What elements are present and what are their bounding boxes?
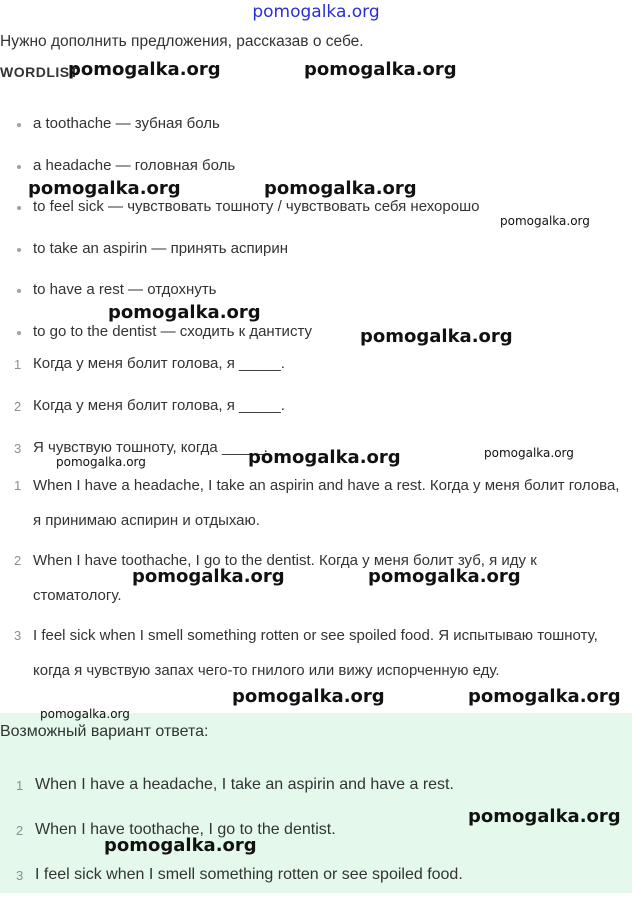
site-header-logo[interactable]: pomogalka.org — [252, 2, 380, 22]
answer-text: When I have a headache, I take an aspirin and have a rest. Когда у меня болит голова, я принимаю аспирин и отдыхаю. — [33, 477, 620, 529]
answer-text: I feel sick when I smell something rotten or see spoiled food. Я испытываю тошноту, когда я чувствую запах чего-то гнилого или вижу испорченную еду. — [33, 627, 598, 679]
intro-text: Нужно дополнить предложения, рассказав о себе. — [0, 33, 364, 50]
possible-answer-item — [0, 773, 463, 818]
wordlist-item: to have a rest — отдохнуть — [16, 278, 479, 320]
wordlist — [16, 112, 479, 362]
watermark: pomogalka.org — [468, 806, 621, 827]
question-item — [0, 352, 285, 394]
answers-list — [0, 468, 622, 693]
wordlist-item: to go to the dentist — сходить к дантисту — [16, 320, 479, 362]
wordlist-item: a headache — головная боль — [16, 154, 479, 196]
watermark: pomogalka.org — [104, 835, 257, 856]
possible-answer-text: When I have a headache, I take an aspirin and have a rest. — [35, 776, 454, 793]
watermark: pomogalka.org — [500, 214, 590, 228]
item-number: 3 — [14, 628, 22, 643]
question-text: Когда у меня болит голова, я _____. — [33, 355, 285, 372]
possible-answer-item — [0, 863, 463, 908]
answer-item — [0, 543, 622, 613]
possible-answer-text: When I have toothache, I go to the dentist. — [35, 821, 336, 838]
item-number: 2 — [14, 399, 22, 414]
item-number: 3 — [14, 441, 22, 456]
wordlist-title: WORDLIST — [0, 64, 79, 80]
possible-answer-title: Возможный вариант ответа: — [0, 723, 209, 740]
question-item — [0, 394, 285, 436]
watermark: pomogalka.org — [368, 566, 521, 587]
possible-answer-box — [0, 713, 632, 893]
watermark: pomogalka.org — [484, 446, 574, 460]
answer-text: When I have toothache, I go to the dentist. Когда у меня болит зуб, я иду к стоматологу. — [33, 552, 537, 604]
wordlist-item: a toothache — зубная боль — [16, 112, 479, 154]
question-text: Когда у меня болит голова, я _____. — [33, 397, 285, 414]
watermark: pomogalka.org — [28, 178, 181, 199]
answer-item — [0, 618, 622, 688]
item-number: 1 — [16, 778, 24, 793]
possible-answer-text: I feel sick when I smell something rotten or see spoiled food. — [35, 866, 463, 883]
watermark: pomogalka.org — [248, 447, 401, 468]
item-number: 1 — [14, 357, 22, 372]
watermark: pomogalka.org — [232, 686, 385, 707]
item-number: 1 — [14, 478, 22, 493]
item-number: 2 — [16, 823, 24, 838]
watermark: pomogalka.org — [56, 455, 146, 469]
watermark: pomogalka.org — [304, 59, 457, 80]
watermark: pomogalka.org — [360, 326, 513, 347]
wordlist-item: to feel sick — чувствовать тошноту / чувствовать себя нехорошо — [16, 195, 479, 237]
question-text: Я чувствую тошноту, когда _____. — [33, 439, 268, 456]
wordlist-item: to take an aspirin — принять аспирин — [16, 237, 479, 279]
answer-item — [0, 468, 622, 538]
item-number: 3 — [16, 868, 24, 883]
watermark: pomogalka.org — [132, 566, 285, 587]
item-number: 2 — [14, 553, 22, 568]
watermark: pomogalka.org — [68, 59, 221, 80]
watermark: pomogalka.org — [108, 302, 261, 323]
watermark: pomogalka.org — [468, 686, 621, 707]
watermark: pomogalka.org — [264, 178, 417, 199]
watermark: pomogalka.org — [40, 707, 130, 721]
